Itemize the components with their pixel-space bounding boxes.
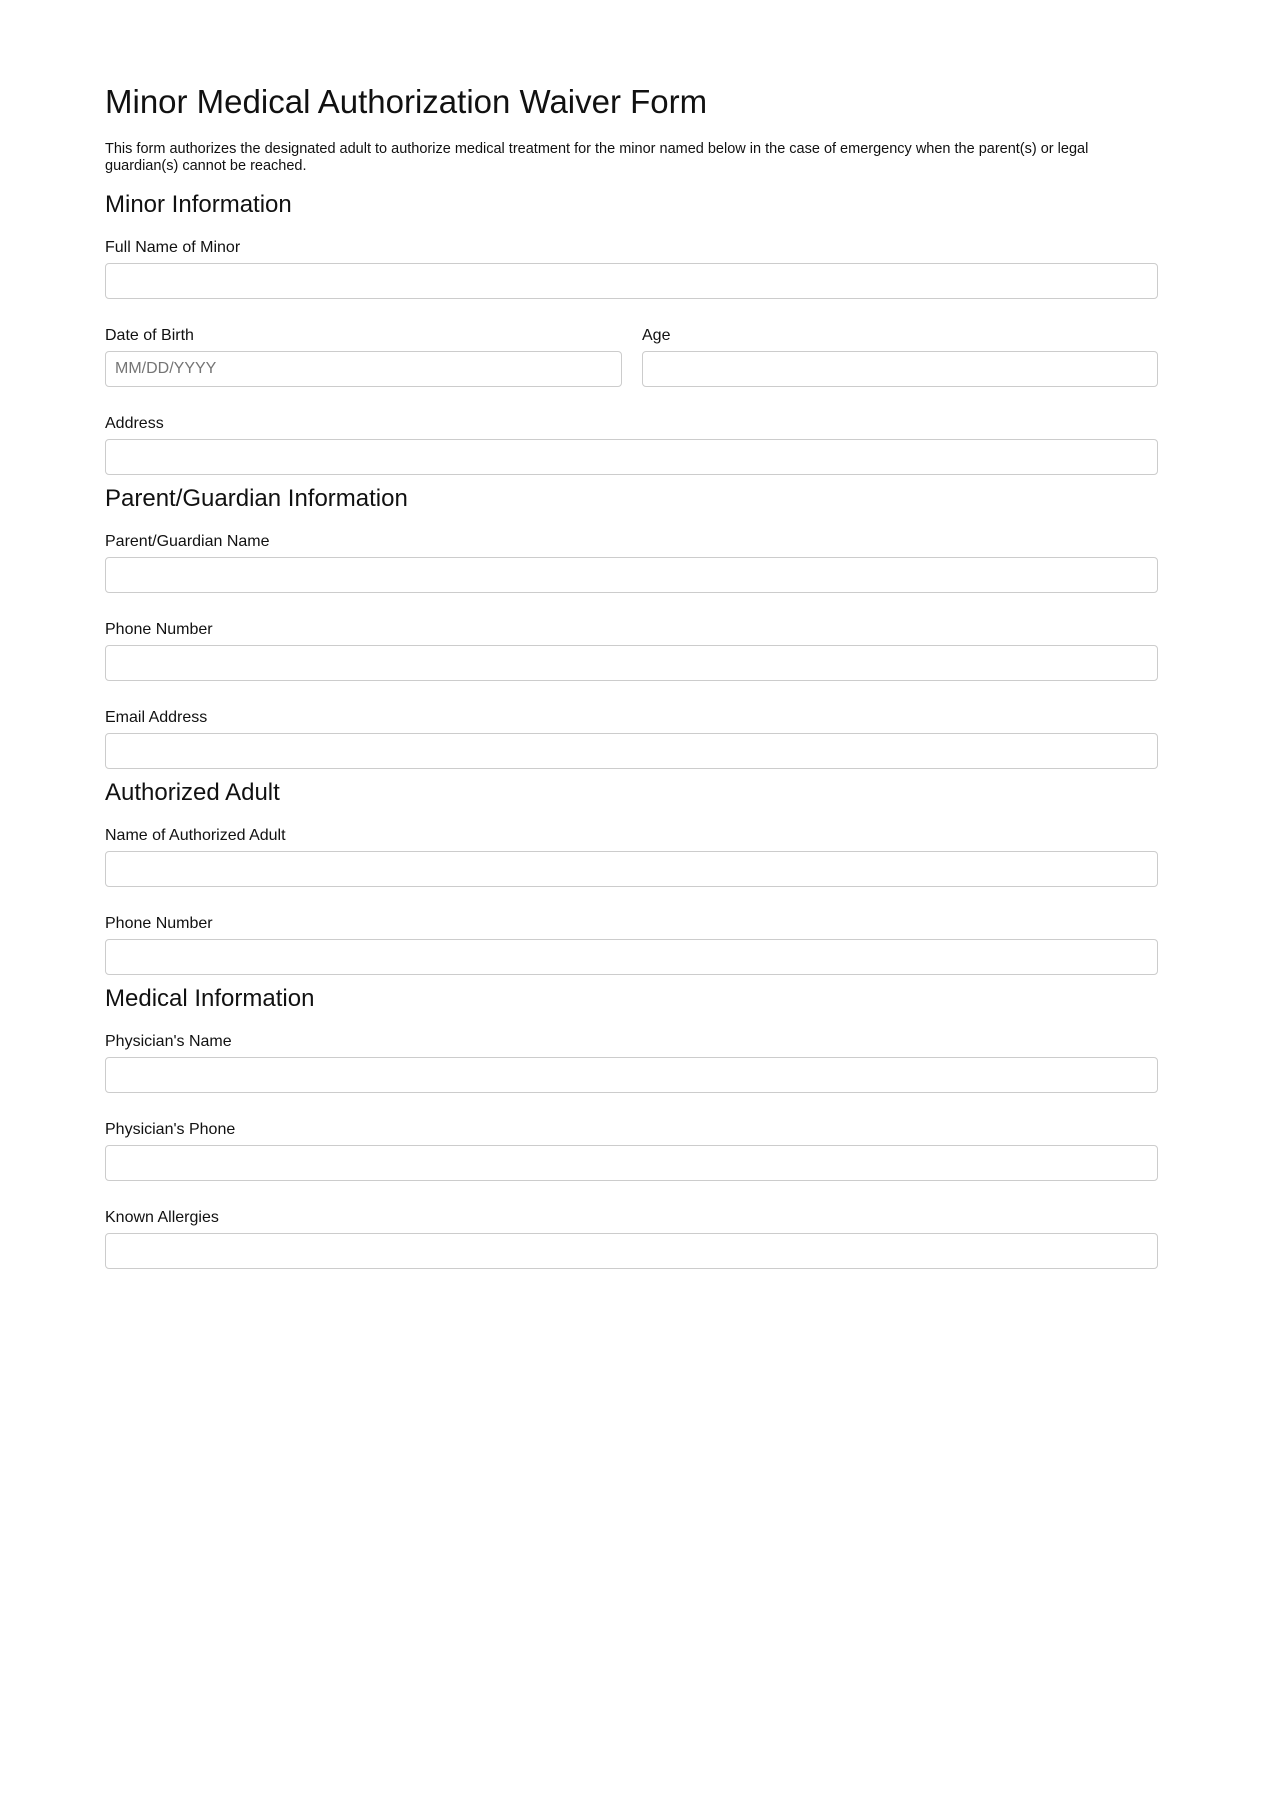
parent-guardian-name-label: Parent/Guardian Name [105, 533, 270, 550]
full-name-of-minor-input[interactable] [105, 263, 1158, 299]
known-allergies-input[interactable] [105, 1233, 1158, 1269]
authorized-adult-phone-input[interactable] [105, 939, 1158, 975]
physician-phone-label: Physician's Phone [105, 1121, 236, 1138]
physician-name-label: Physician's Name [105, 1033, 232, 1050]
physician-name-input[interactable] [105, 1057, 1158, 1093]
address-input[interactable] [105, 439, 1158, 475]
section-heading-minor-information: Minor Information [105, 191, 292, 218]
known-allergies-label: Known Allergies [105, 1209, 219, 1226]
parent-guardian-name-input[interactable] [105, 557, 1158, 593]
email-address-label: Email Address [105, 709, 208, 726]
age-label: Age [642, 327, 671, 344]
email-address-input[interactable] [105, 733, 1158, 769]
form-intro: This form authorizes the designated adult to authorize medical treatment for the minor named below in the case of emergency when the parent(s) or legal guardian(s) cannot be reached. [105, 141, 1089, 174]
authorized-adult-name-label: Name of Authorized Adult [105, 827, 286, 844]
age-input[interactable] [642, 351, 1158, 387]
parent-phone-number-label: Phone Number [105, 621, 213, 638]
section-heading-parent-guardian-information: Parent/Guardian Information [105, 485, 408, 512]
date-of-birth-input[interactable] [105, 351, 622, 387]
physician-phone-input[interactable] [105, 1145, 1158, 1181]
authorized-adult-name-input[interactable] [105, 851, 1158, 887]
page-title: Minor Medical Authorization Waiver Form [105, 83, 708, 120]
section-heading-medical-information: Medical Information [105, 985, 315, 1012]
full-name-of-minor-label: Full Name of Minor [105, 239, 241, 256]
section-heading-authorized-adult: Authorized Adult [105, 779, 280, 806]
date-of-birth-label: Date of Birth [105, 327, 194, 344]
authorized-adult-phone-label: Phone Number [105, 915, 213, 932]
address-label: Address [105, 415, 164, 432]
parent-phone-number-input[interactable] [105, 645, 1158, 681]
